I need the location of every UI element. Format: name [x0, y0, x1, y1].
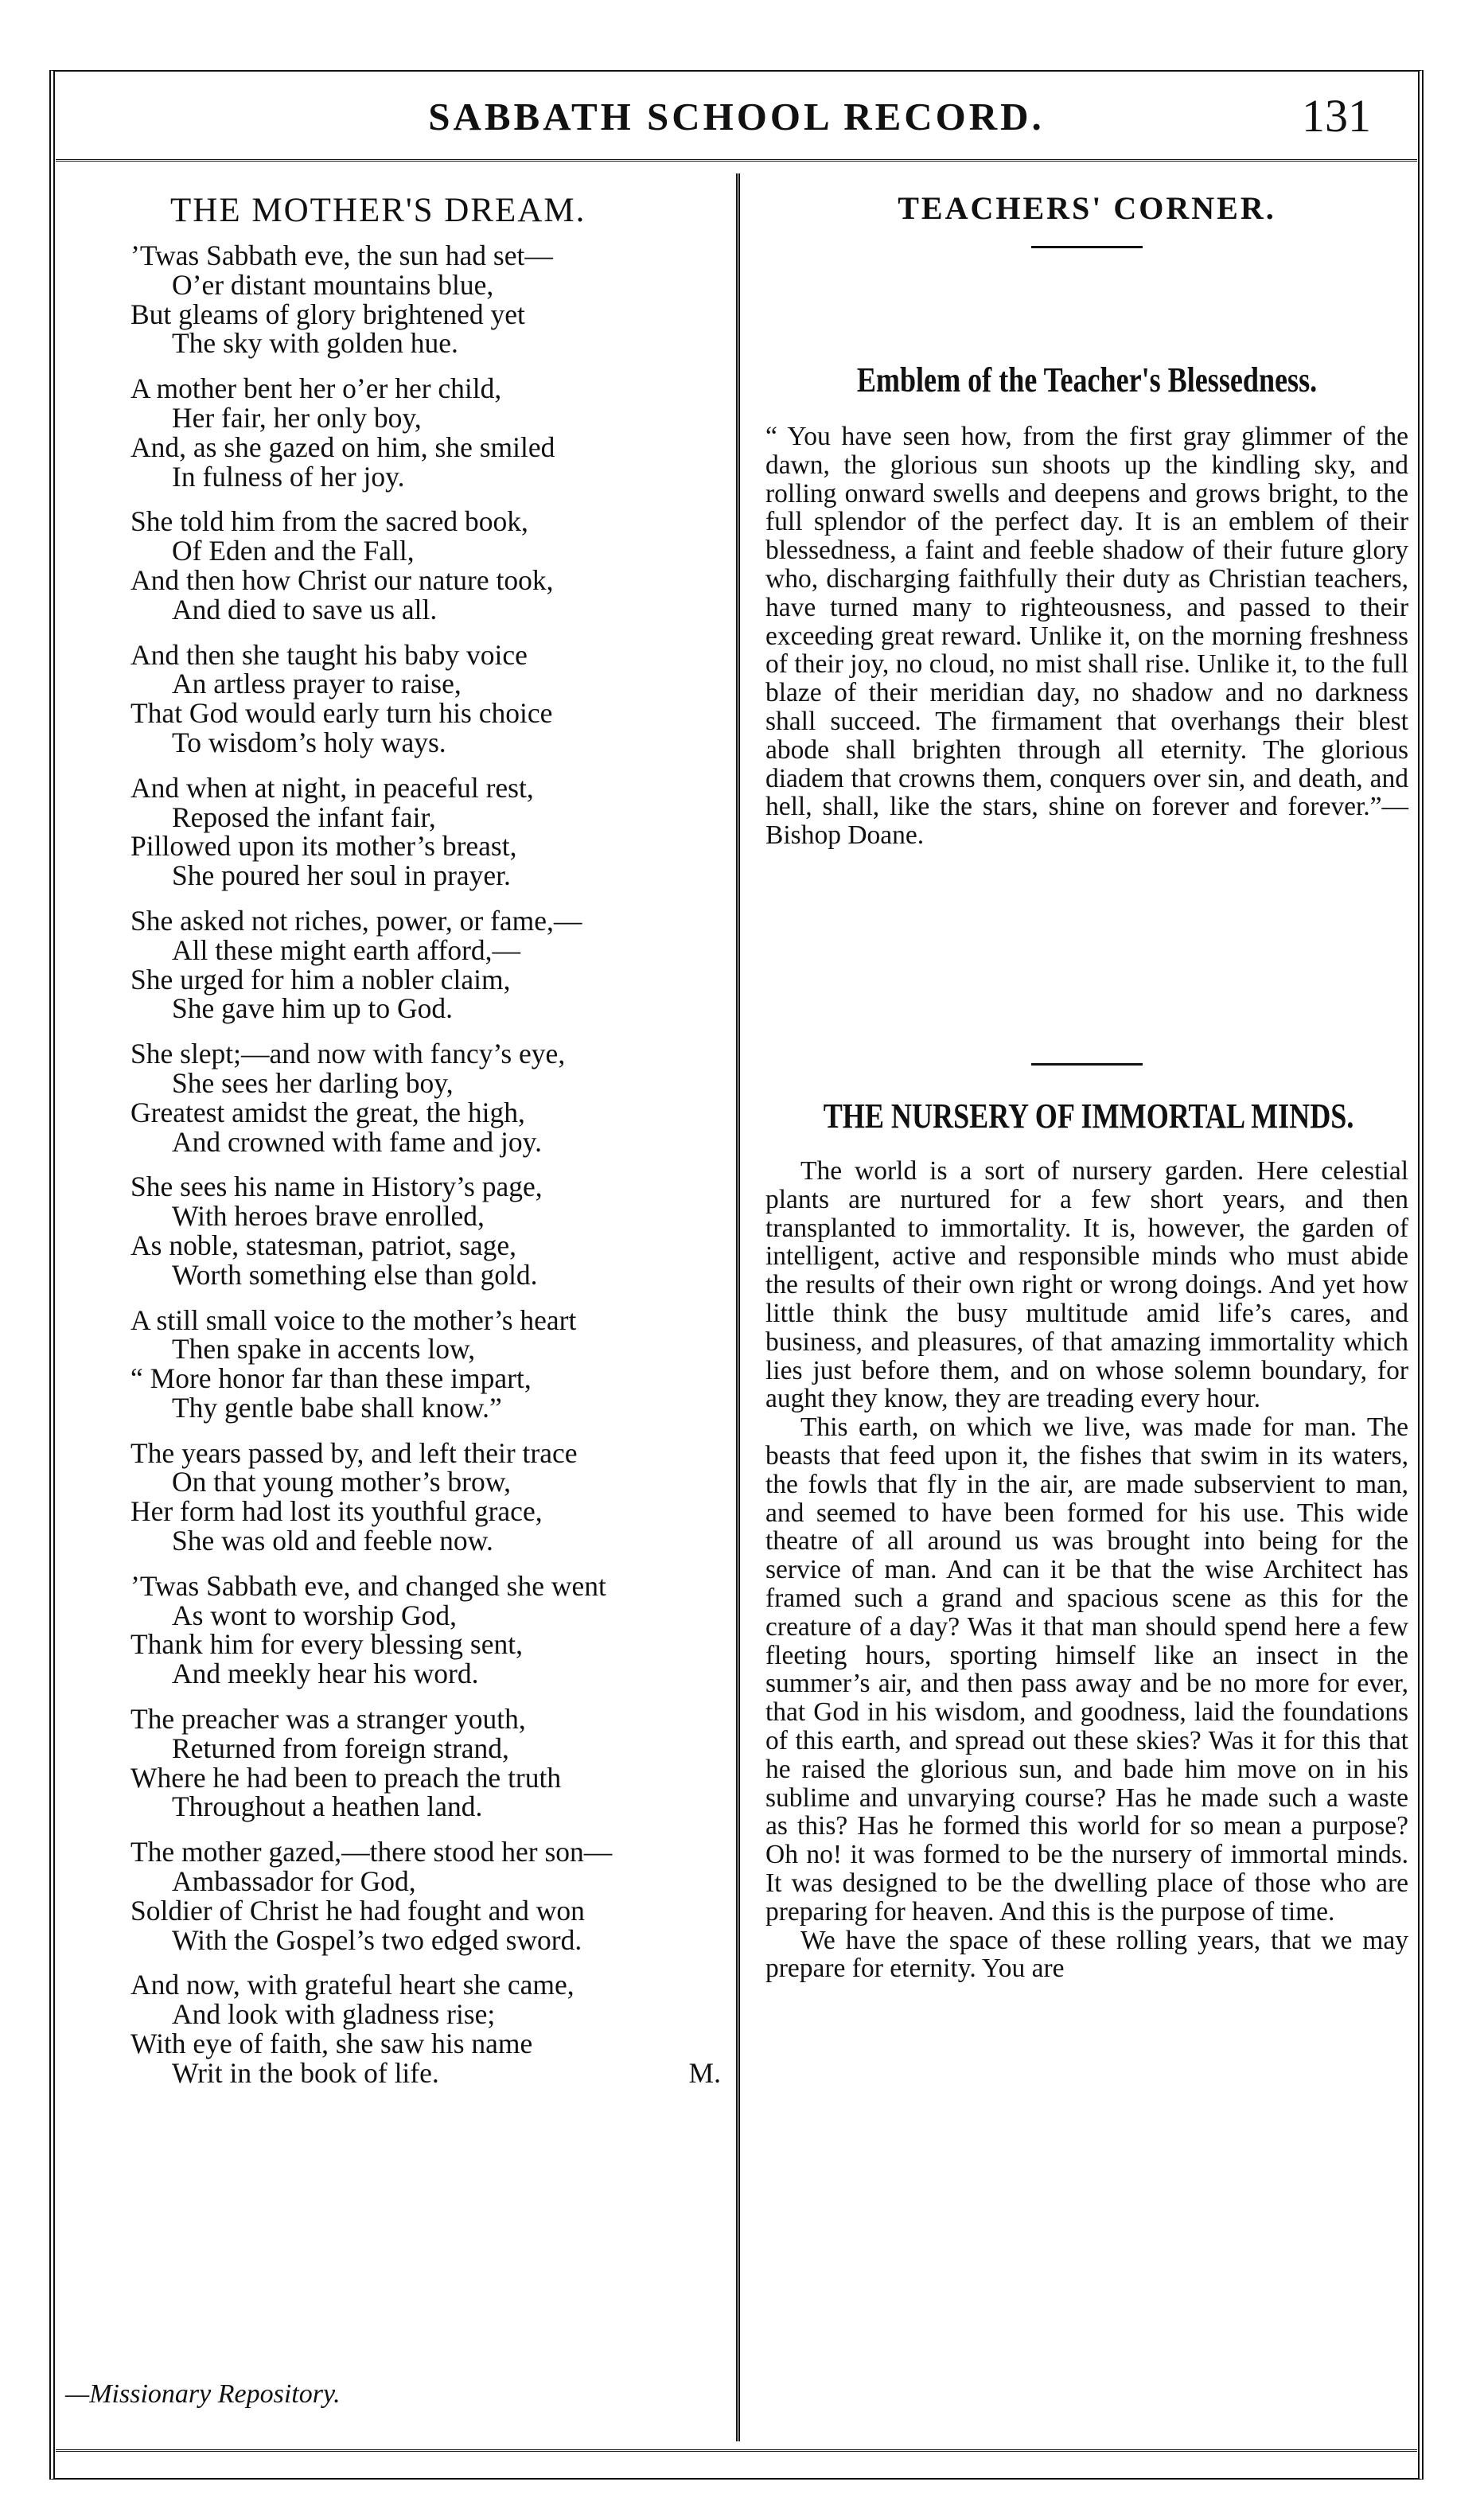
poem-line: As noble, statesman, patriot, sage, [130, 1229, 517, 1261]
article-body: “ You have seen how, from the first gray glimmer of the dawn, the glorious sun shoots up the kindling sky, and rolling onward swells and deepens and grows bright, to the full splendor of the perfect day. It is an emblem of their blessedness, a faint and feeble shadow of their future glory who, discharging faithfully their duty as Christian teachers, have turned many to righteousness, and passed to their exceeding great reward. Unlike it, on the morning freshness of their joy, no cloud, no mist shall rise. Unlike it, to the full blaze of their meridian day, no shadow and no darkness shall succeed. The firmament that overhangs their blest abode shall brighten through all eternity. The glorious diadem that crowns them, conquers over sin, and death, and hell, shall, like the stars, shine on forever and forever.”—Bishop Doane. [765, 422, 1408, 851]
poem-stanza [130, 1569, 719, 1690]
poem-line: With the Gospel’s two edged sword. [172, 1923, 582, 1956]
poem-line: A still small voice to the mother’s heart [130, 1303, 577, 1336]
footer-rule [56, 2449, 1417, 2452]
poem-stanza [130, 1837, 719, 1954]
poem-line: And, as she gazed on him, she smiled [130, 431, 555, 463]
poem-stanza [130, 1303, 719, 1424]
column-divider [736, 173, 740, 2441]
poem-line-text: Writ in the book of life. [172, 2056, 439, 2089]
journal-title: SABBATH SCHOOL RECORD. [428, 95, 1045, 138]
poem-line: She gave him up to God. [172, 992, 453, 1025]
poem-line: Pillowed upon its mother’s breast, [130, 830, 517, 863]
poem-line: “ More honor far than these impart, [130, 1362, 532, 1395]
poem-line: She poured her soul in prayer. [172, 859, 511, 892]
poem-line: Ambassador for God, [172, 1865, 416, 1898]
poem-line: O’er distant mountains blue, [172, 268, 494, 301]
poem-line: The preacher was a stranger youth, [130, 1703, 526, 1736]
poem-line: Soldier of Christ he had fought and won [130, 1894, 585, 1927]
poem-line: Worth something else than gold. [172, 1258, 538, 1291]
article-title: Emblem of the Teacher's Blessedness. [856, 360, 1318, 399]
right-column [765, 183, 1408, 1984]
poem-line: To wisdom’s holy ways. [172, 726, 446, 758]
poem-line: That God would early turn his choice [130, 697, 553, 730]
poem-line: And died to save us all. [172, 593, 438, 625]
poem-stanza [130, 906, 719, 1023]
poem-line: Reposed the infant fair, [172, 801, 436, 833]
poem-line: And now, with grateful heart she came, [130, 1969, 575, 2001]
poem-stanza [130, 773, 719, 890]
poem-stanza [130, 1970, 719, 2087]
poem-line: ’Twas Sabbath eve, and changed she went [130, 1569, 606, 1602]
poem-source: —Missionary Repository. [65, 2379, 341, 2409]
poem-line: Thank him for every blessing sent, [130, 1628, 523, 1661]
poem-signature: M. [688, 2056, 721, 2089]
poem-column [130, 191, 719, 2104]
poem-line: Where he had been to preach the truth [130, 1761, 562, 1794]
poem-stanza [130, 241, 719, 358]
section-divider [1031, 246, 1143, 248]
poem-line: On that young mother’s brow, [172, 1466, 511, 1498]
poem-stanza [130, 1705, 719, 1821]
poem-line: Greatest amidst the great, the high, [130, 1096, 525, 1128]
poem-line: Her form had lost its youthful grace, [130, 1495, 543, 1528]
poem-line: An artless prayer to raise, [172, 668, 462, 700]
poem-line: And then she taught his baby voice [130, 638, 528, 671]
poem-line: All these might earth afford,— [172, 933, 521, 966]
poem-stanza [130, 374, 719, 491]
page-number: 131 [1302, 90, 1371, 142]
poem-line: ’Twas Sabbath eve, the sun had set— [130, 240, 553, 271]
poem-line: Throughout a heathen land. [172, 1790, 483, 1823]
poem-line [130, 2056, 721, 2089]
article-divider [1031, 1063, 1143, 1066]
article-paragraph: We have the space of these rolling years, that we may prepare for eternity. You are [765, 1925, 1408, 1984]
poem-stanza [130, 1436, 719, 1557]
poem-line: She told him from the sacred book, [130, 505, 528, 538]
poem-line: She sees her darling boy, [172, 1066, 454, 1099]
poem-line: A mother bent her o’er her child, [130, 372, 502, 405]
poem-line: Of Eden and the Fall, [172, 535, 415, 567]
article-paragraph: The world is a sort of nursery garden. Here celestial plants are nurtured for a few short years, and then transplanted to immortality. It is, however, the garden of intelligent, active and responsible minds who must abide the results of their own right or wrong doings. And yet how little think the busy multitude amid life’s cares, and business, and pleasures, of that amazing immortality which lies just before them, and on whose solemn boundary, for aught they know, they are treading every hour. [765, 1156, 1408, 1414]
poem-line: She sees his name in History’s page, [130, 1171, 543, 1203]
poem-stanza [130, 1172, 719, 1289]
poem-line: With heroes brave enrolled, [172, 1200, 485, 1233]
poem-line: As wont to worship God, [172, 1599, 457, 1631]
poem-stanza [130, 1039, 719, 1156]
poem-line: And crowned with fame and joy. [172, 1125, 542, 1158]
section-heading: TEACHERS' CORNER. [898, 190, 1276, 226]
poem-line: And meekly hear his word. [172, 1658, 479, 1690]
poem-title: THE MOTHER'S DREAM. [170, 192, 586, 229]
poem-line: And look with gladness rise; [172, 1998, 496, 2031]
poem-line: Her fair, her only boy, [172, 401, 422, 434]
poem-line: She was old and feeble now. [172, 1525, 493, 1557]
poem-line: She asked not riches, power, or fame,— [130, 904, 582, 937]
poem-line: Then spake in accents low, [172, 1333, 476, 1366]
running-header [49, 86, 1424, 153]
poem-line: In fulness of her joy. [172, 460, 405, 493]
poem-line: With eye of faith, she saw his name [130, 2028, 533, 2060]
poem-stanza [130, 507, 719, 624]
poem-line: Thy gentle babe shall know.” [172, 1391, 502, 1424]
header-rule [56, 159, 1417, 162]
poem-line: But gleams of glory brightened yet [130, 298, 525, 330]
article-title: THE NURSERY OF IMMORTAL MINDS. [823, 1097, 1354, 1136]
poem-stanza [130, 638, 719, 758]
article-paragraph: This earth, on which we live, was made for man. The beasts that feed upon it, the fishes that swim in its waters, the fowls that fly in the air, are made subservient to man, and seemed to have been formed for his use. This wide theatre of all around us was brought into being for the service of man. And can it be that the wise Architect has framed such a grand and spacious scene as this for the creature of a day? Was it that man should spend here a few fleeting hours, sporting himself like an insect in the summer’s air, and then pass away and be no more for ever, that God in his wisdom, and goodness, laid the foundations of this earth, and spread out these skies? Was it for this that he raised the glorious sun, and bade him move on in his sublime and unvarying course? Has he made such a waste as this? Has he formed this world for so mean a purpose? Oh no! it was formed to be the nursery of immortal minds. It was designed to be the dwelling place of those who are preparing for heaven. And this is the purpose of time. [765, 1412, 1408, 1927]
article-emblem [765, 360, 1408, 850]
poem-line: The sky with golden hue. [172, 327, 458, 360]
poem-line: She urged for him a nobler claim, [130, 963, 511, 995]
poem-line: She slept;—and now with fancy’s eye, [130, 1038, 566, 1070]
poem-line: The years passed by, and left their trace [130, 1436, 578, 1469]
poem-line: Returned from foreign strand, [172, 1732, 509, 1764]
poem-line: And then how Christ our nature took, [130, 563, 554, 596]
poem-line: And when at night, in peaceful rest, [130, 771, 534, 804]
article-nursery [765, 1044, 1408, 1983]
poem-line: The mother gazed,—there stood her son— [130, 1836, 613, 1868]
